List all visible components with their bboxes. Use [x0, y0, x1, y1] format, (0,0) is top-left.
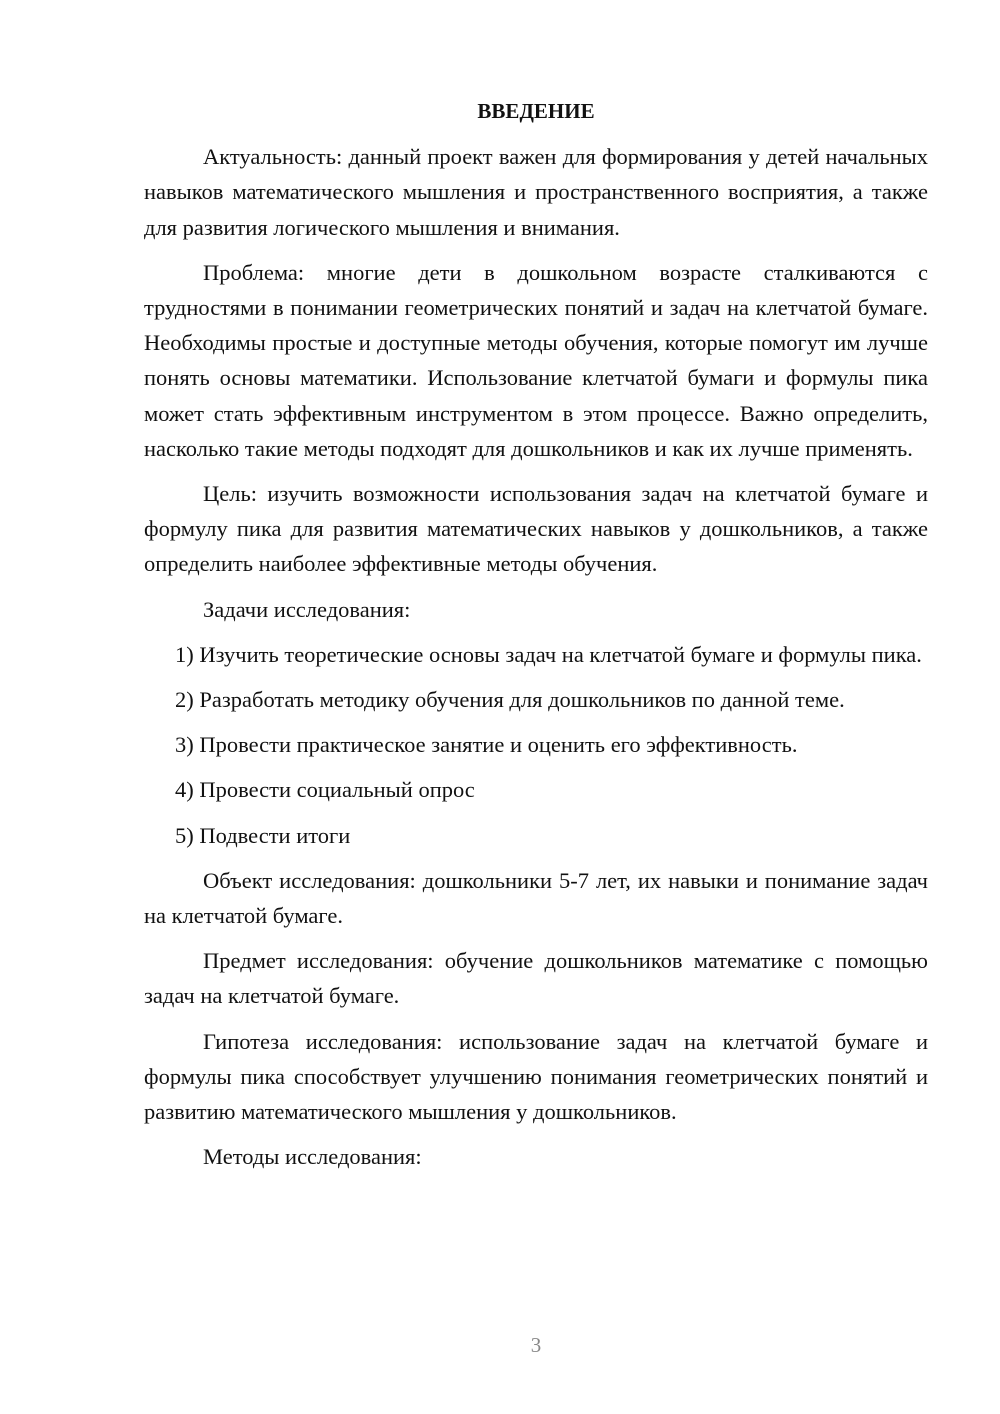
relevance-paragraph: Актуальность: данный проект важен для формирования у детей начальных навыков математического мышления и пространственного восприятия, а также для развития логического мышления и внимания. — [144, 144, 928, 240]
page-content — [144, 94, 928, 1184]
task-item-2: 2) Разработать методику обучения для дошкольников по данной теме. — [175, 687, 845, 713]
hypothesis-paragraph: Гипотеза исследования: использование задач на клетчатой бумаге и формулы пика способствует улучшению понимания геометрических понятий и развитию математического мышления у дошкольников. — [144, 1028, 928, 1125]
methods-title: Методы исследования: — [203, 1144, 422, 1170]
section-heading: ВВЕДЕНИЕ — [477, 99, 595, 123]
goal-paragraph: Цель: изучить возможности использования задач на клетчатой бумаге и формулу пика для развития математических навыков у дошкольников, а также определить наиболее эффективные методы обучения. — [144, 481, 928, 577]
task-item-5: 5) Подвести итоги — [175, 822, 351, 848]
tasks-title: Задачи исследования: — [203, 596, 411, 622]
task-item-1: 1) Изучить теоретические основы задач на клетчатой бумаге и формулы пика. — [175, 641, 922, 667]
task-item-3: 3) Провести практическое занятие и оценить его эффективность. — [175, 732, 798, 758]
problem-paragraph: Проблема: многие дети в дошкольном возрасте сталкиваются с трудностями в понимании геометрических понятий и задач на клетчатой бумаге. Необходимы простые и доступные методы обучения, которые помогут им лучше понять основы математики. Использование клетчатой бумаги и формулы пика может стать эффективным инструментом в этом процессе. Важно определить, насколько такие методы подходят для дошкольников и как их лучше применять. — [144, 259, 928, 461]
subject-paragraph: Предмет исследования: обучение дошкольников математике с помощью задач на клетчатой бумаге. — [144, 948, 928, 1009]
task-item-4: 4) Провести социальный опрос — [175, 777, 475, 803]
page-number: 3 — [530, 1333, 542, 1357]
object-paragraph: Объект исследования: дошкольники 5-7 лет, их навыки и понимание задач на клетчатой бумаге. — [144, 867, 928, 929]
